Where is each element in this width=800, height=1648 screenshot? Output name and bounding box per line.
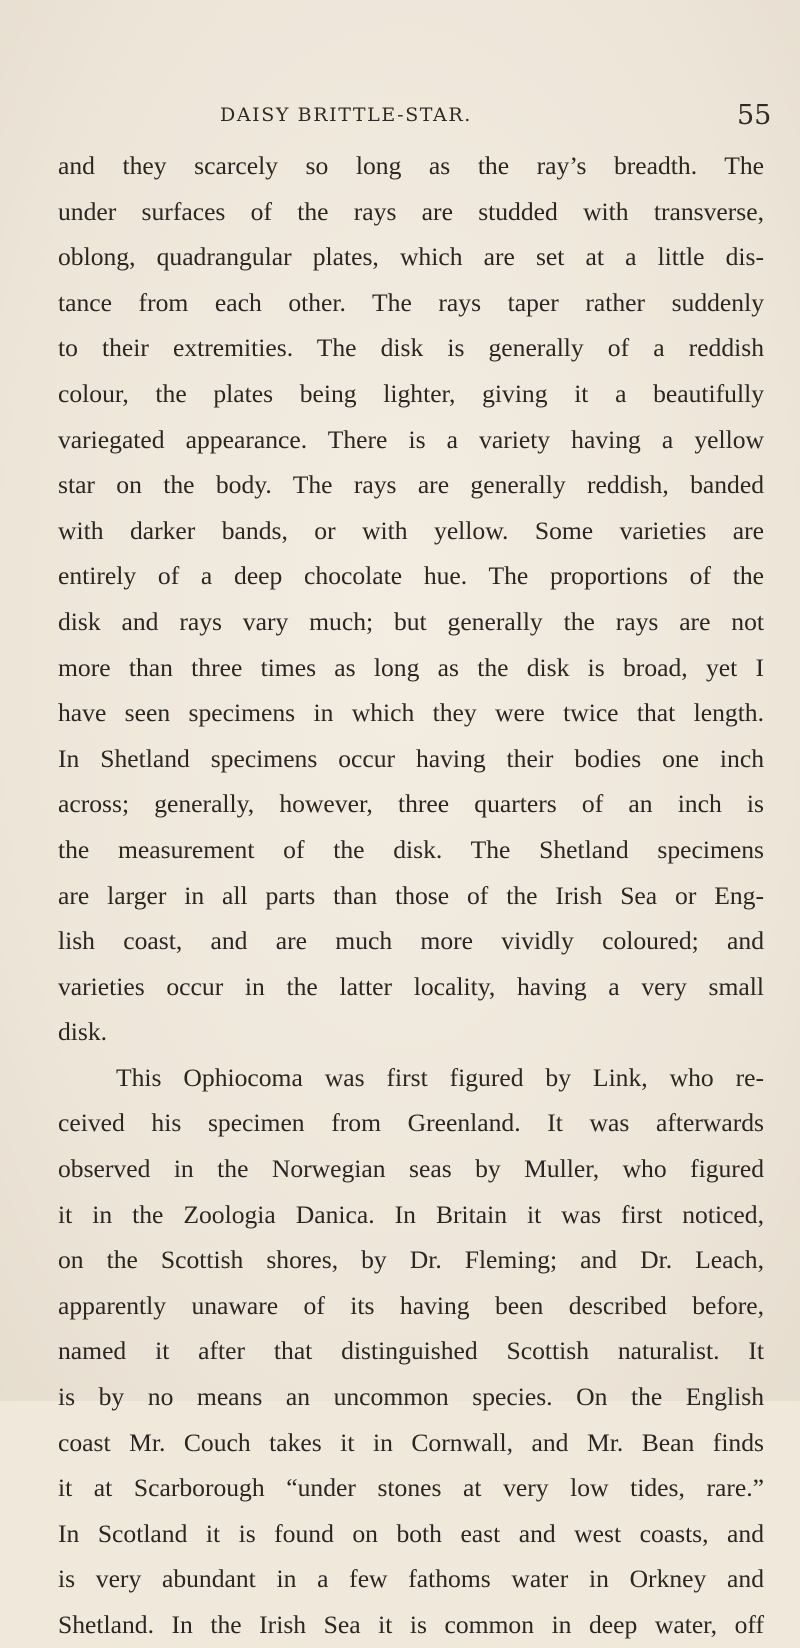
- text-line: more than three times as long as the disk is broad, yet I: [58, 652, 764, 682]
- body-text: [58, 143, 764, 1648]
- text-line: tance from each other. The rays taper rather suddenly: [58, 287, 764, 317]
- text-line: with darker bands, or with yellow. Some varieties are: [58, 515, 764, 545]
- text-line: across; generally, however, three quarters of an inch is: [58, 789, 764, 819]
- text-line: ceived his specimen from Greenland. It was afterwards: [58, 1108, 764, 1138]
- text-line: varieties occur in the latter locality, having a very small: [58, 971, 764, 1001]
- text-line: it at Scarborough “under stones at very low tides, rare.”: [58, 1473, 764, 1503]
- text-line: star on the body. The rays are generally reddish, banded: [58, 470, 764, 500]
- running-title: DAISY BRITTLE-STAR.: [220, 104, 472, 126]
- text-line: on the Scottish shores, by Dr. Fleming; and Dr. Leach,: [58, 1245, 764, 1275]
- text-line: to their extremities. The disk is generally of a reddish: [58, 333, 764, 363]
- text-line: it in the Zoologia Danica. In Britain it was first noticed,: [58, 1199, 764, 1229]
- text-line: observed in the Norwegian seas by Muller, who figured: [58, 1154, 764, 1184]
- text-line: have seen specimens in which they were twice that length.: [58, 698, 764, 728]
- text-line: apparently unaware of its having been described before,: [58, 1290, 764, 1320]
- text-line: entirely of a deep chocolate hue. The proportions of the: [58, 561, 764, 591]
- text-line: under surfaces of the rays are studded with transverse,: [58, 196, 764, 226]
- running-head: [0, 100, 800, 144]
- text-line: oblong, quadrangular plates, which are set at a little dis-: [58, 242, 764, 272]
- page-number: 55: [737, 100, 772, 131]
- text-line: and they scarcely so long as the ray’s breadth. The: [58, 151, 764, 180]
- text-line: named it after that distinguished Scottish naturalist. It: [58, 1336, 764, 1366]
- paragraph-start-line: This Ophiocoma was first figured by Link, who re-: [116, 1062, 764, 1092]
- text-line: is very abundant in a few fathoms water in Orkney and: [58, 1564, 764, 1594]
- text-line: In Shetland specimens occur having their bodies one inch: [58, 743, 764, 773]
- paragraph-end-line: disk.: [58, 1017, 108, 1047]
- text-line: coast Mr. Couch takes it in Cornwall, and Mr. Bean finds: [58, 1427, 764, 1457]
- text-line: are larger in all parts than those of the Irish Sea or Eng-: [58, 880, 764, 910]
- text-line: Shetland. In the Irish Sea it is common in deep water, off: [58, 1610, 764, 1639]
- text-line: lish coast, and are much more vividly coloured; and: [58, 926, 764, 956]
- text-line: In Scotland it is found on both east and west coasts, and: [58, 1518, 764, 1548]
- text-line: is by no means an uncommon species. On the English: [58, 1382, 764, 1412]
- text-line: the measurement of the disk. The Shetland specimens: [58, 834, 764, 864]
- text-line: colour, the plates being lighter, giving it a beautifully: [58, 378, 764, 408]
- text-line: variegated appearance. There is a variety having a yellow: [58, 424, 764, 454]
- text-line: disk and rays vary much; but generally the rays are not: [58, 606, 764, 636]
